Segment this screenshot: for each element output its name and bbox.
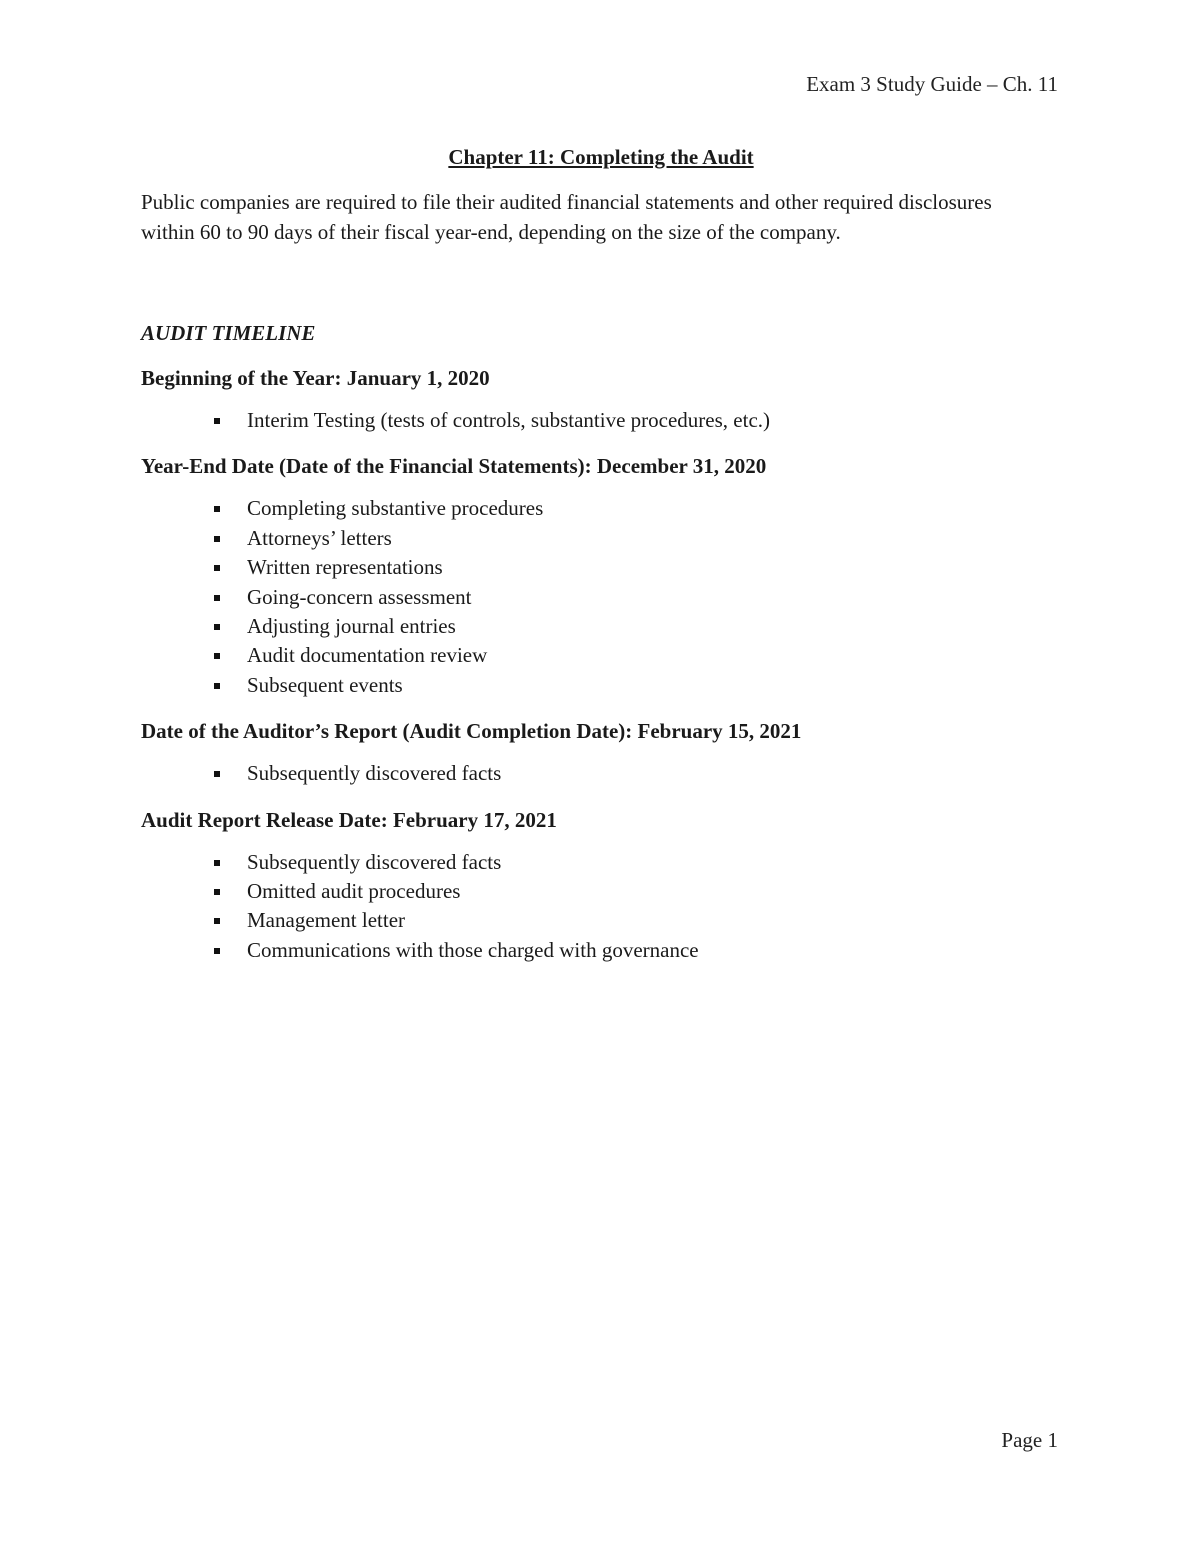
list-item-text: Subsequently discovered facts xyxy=(247,849,502,874)
list-item-text: Communications with those charged with governance xyxy=(247,937,699,962)
list-item xyxy=(207,641,1061,670)
section-heading-audit-timeline: AUDIT TIMELINE xyxy=(141,321,316,345)
list-item-text: Subsequently discovered facts xyxy=(247,761,502,786)
intro-paragraph: Public companies are required to file their audited financial statements and other required disclosures within 60 to 90 days of their fiscal year-end, depending on the size of the company. xyxy=(141,190,992,244)
list-item xyxy=(207,906,1061,935)
list-item xyxy=(207,936,1061,965)
list-item-text: Going-concern assessment xyxy=(247,584,472,609)
list-item xyxy=(207,494,1061,523)
running-header: Exam 3 Study Guide – Ch. 11 xyxy=(806,72,1058,96)
list-item-text: Written representations xyxy=(247,555,443,580)
square-bullet-icon xyxy=(214,918,220,924)
timeline-milestone xyxy=(141,364,1061,435)
list-item xyxy=(207,612,1061,641)
list-item xyxy=(207,583,1061,612)
square-bullet-icon xyxy=(214,771,220,777)
square-bullet-icon xyxy=(214,948,220,954)
chapter-title: Chapter 11: Completing the Audit xyxy=(448,145,754,169)
square-bullet-icon xyxy=(214,418,220,424)
timeline-milestone xyxy=(141,717,1061,788)
square-bullet-icon xyxy=(214,653,220,659)
list-item-text: Omitted audit procedures xyxy=(247,879,461,904)
square-bullet-icon xyxy=(214,595,220,601)
page-number: Page 1 xyxy=(1001,1428,1058,1452)
square-bullet-icon xyxy=(214,683,220,689)
list-item xyxy=(207,848,1061,877)
square-bullet-icon xyxy=(214,565,220,571)
milestone-bullet-list xyxy=(141,494,1061,700)
list-item-text: Attorneys’ letters xyxy=(247,525,392,550)
timeline-milestone xyxy=(141,452,1061,700)
milestone-bullet-list xyxy=(141,848,1061,966)
list-item-text: Interim Testing (tests of controls, substantive procedures, etc.) xyxy=(247,408,771,432)
list-item-text: Completing substantive procedures xyxy=(247,496,544,521)
timeline-milestone xyxy=(141,806,1061,966)
list-item-text: Subsequent events xyxy=(247,672,403,697)
list-item xyxy=(207,759,1061,788)
square-bullet-icon xyxy=(214,536,220,542)
square-bullet-icon xyxy=(214,624,220,630)
square-bullet-icon xyxy=(214,889,220,895)
list-item xyxy=(207,877,1061,906)
square-bullet-icon xyxy=(214,860,220,866)
list-item-text: Management letter xyxy=(247,908,406,933)
square-bullet-icon xyxy=(214,506,220,512)
milestone-title: Date of the Auditor’s Report (Audit Completion Date): February 15, 2021 xyxy=(141,719,802,744)
milestone-bullet-list xyxy=(141,759,1061,788)
list-item-text: Audit documentation review xyxy=(247,643,488,668)
milestone-title: Year-End Date (Date of the Financial Statements): December 31, 2020 xyxy=(141,454,767,479)
milestone-title: Beginning of the Year: January 1, 2020 xyxy=(141,366,490,390)
list-item xyxy=(207,524,1061,553)
list-item xyxy=(207,671,1061,700)
list-item xyxy=(207,553,1061,582)
milestone-bullet-list xyxy=(141,406,1061,435)
list-item xyxy=(207,406,1061,435)
list-item-text: Adjusting journal entries xyxy=(247,614,456,639)
document-body xyxy=(141,143,1061,965)
milestone-title: Audit Report Release Date: February 17, 2021 xyxy=(141,807,557,832)
timeline-milestones xyxy=(141,364,1061,965)
